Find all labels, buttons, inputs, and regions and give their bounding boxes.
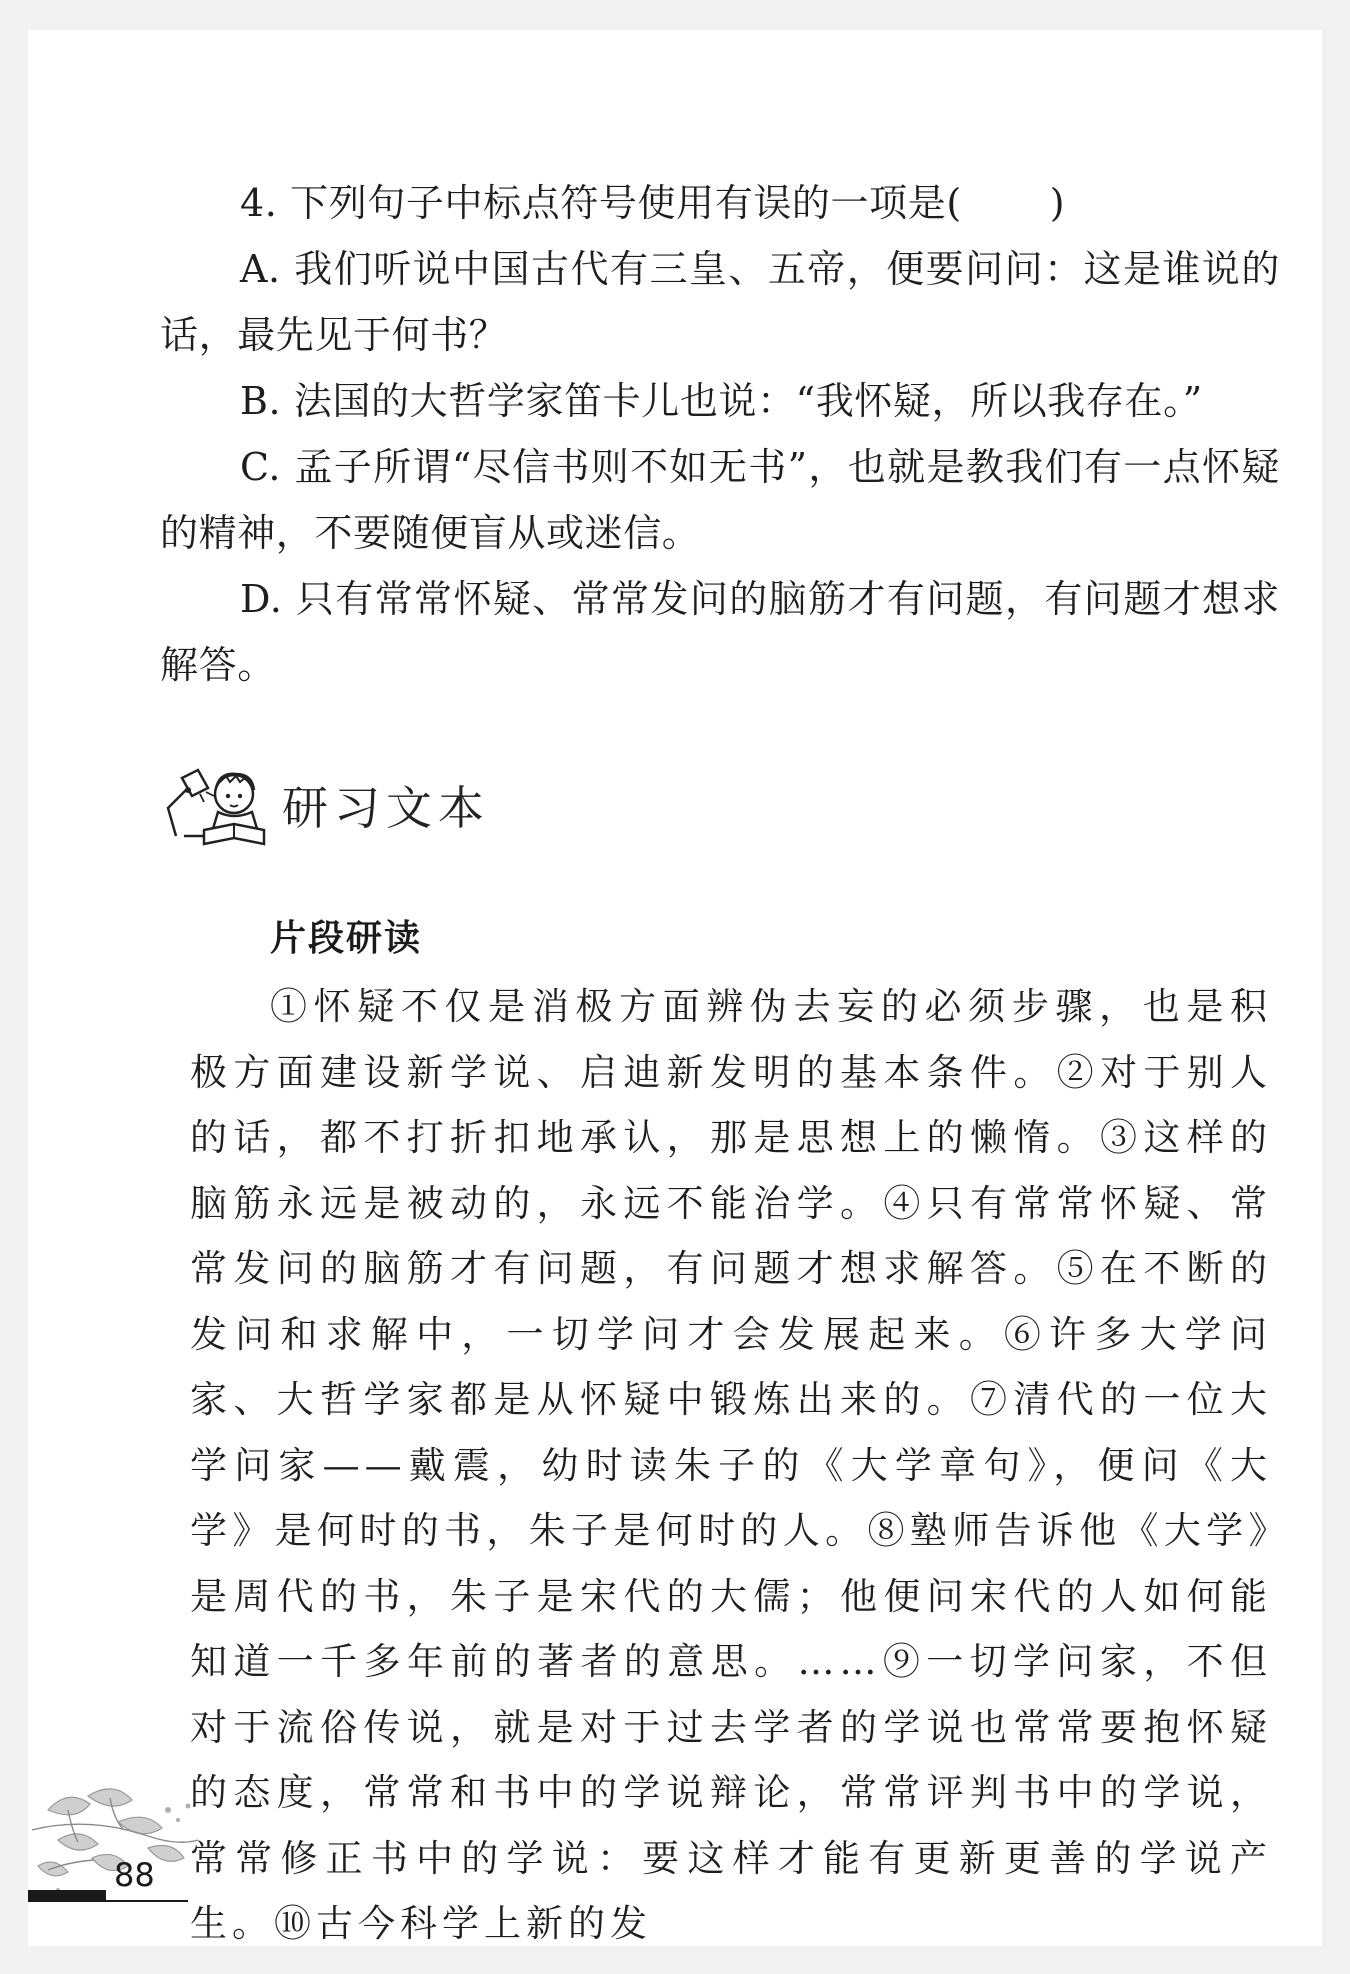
page-number: 88	[114, 1856, 155, 1894]
passage-paragraph: ①怀疑不仅是消极方面辨伪去妄的必须步骤，也是积极方面建设新学说、启迪新发明的基本条件。②对于别人的话，都不打折扣地承认，那是思想上的懒惰。③这样的脑筋永远是被动的，永远不能治学。④只有常常怀疑、常常发问的脑筋才有问题，有问题才想求解答。⑤在不断的发问和求解中，一切学问才会发展起来。⑥许多大学问家、大哲学家都是从怀疑中锻炼出来的。⑦清代的一位大学问家——戴震，幼时读朱子的《大学章句》，便问《大学》是何时的书，朱子是何时的人。⑧塾师告诉他《大学》是周代的书，朱子是宋代的大儒；他便问宋代的人如何能知道一千多年前的著者的意思。……⑨一切学问家，不但对于流俗传说，就是对于过去学者的学说也常常要抱怀疑的态度，常常和书中的学说辩论，常常评判书中的学说，常常修正书中的学说：要这样才能有更新更善的学说产生。⑩古今科学上新的发	[190, 985, 1272, 1945]
page-number-underline	[106, 1900, 188, 1902]
option-a: A. 我们听说中国古代有三皇、五帝，便要问问：这是谁说的话，最先见于何书？	[160, 247, 1280, 357]
textbook-page	[28, 30, 1322, 1946]
subsection-title: 片段研读	[270, 918, 423, 959]
question-stem: 4. 下列句子中标点符号使用有误的一项是( )	[240, 181, 1066, 225]
passage-text-block	[190, 974, 1272, 1946]
option-b: B. 法国的大哲学家笛卡儿也说：“我怀疑，所以我存在。”	[240, 379, 1203, 423]
option-c: C. 孟子所谓“尽信书则不如无书”，也就是教我们有一点怀疑的精神，不要随便盲从或迷信。	[160, 445, 1280, 555]
page-number-bar	[28, 1890, 106, 1902]
section-title: 研习文本	[282, 781, 490, 835]
section-heading	[160, 748, 490, 848]
option-d: D. 只有常常怀疑、常常发问的脑筋才有问题，有问题才想求解答。	[160, 577, 1280, 687]
student-reading-icon	[160, 748, 278, 848]
question-block	[160, 170, 1280, 698]
